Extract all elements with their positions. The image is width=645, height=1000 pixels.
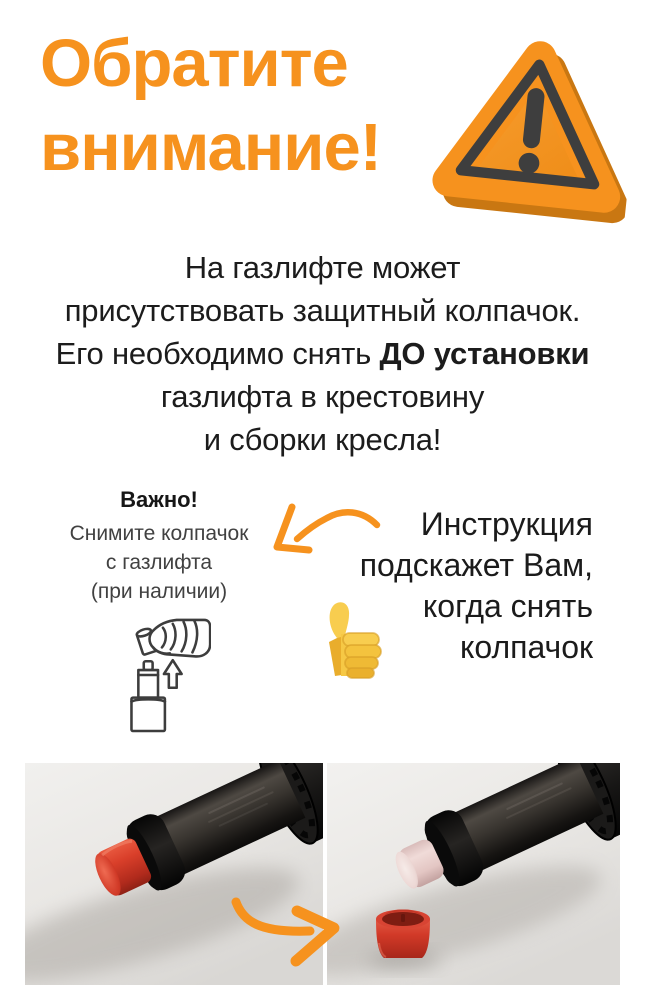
instruction-line: Инструкция [420,506,593,542]
instruction-line: подскажет Вам, [359,547,593,583]
notice-line: и сборки кресла! [203,422,442,457]
notice-text [0,246,645,461]
photo-gas-lift-with-red-cap [25,763,323,985]
instruction-note [360,504,593,668]
photo-gas-lift-cap-removed [327,763,620,985]
important-note-line: (при наличии) [90,580,228,603]
instruction-line: когда снять [422,588,593,624]
important-note-title: Важно! [120,487,198,512]
notice-line3-regular: Его необходимо снять [55,336,380,371]
notice-line3-bold: ДО установки [379,336,590,371]
notice-line: присутствовать защитный колпачок. [64,293,581,328]
page-title [40,22,381,190]
notice-line: газлифта в крестовину [160,379,485,414]
hand-removing-cap-diagram [107,615,211,733]
notice-line: На газлифте может [184,250,461,285]
instruction-line: колпачок [459,629,593,665]
warning-triangle-icon [425,8,644,240]
important-note-line: с газлифта [105,551,213,574]
important-note-line: Снимите колпачок [69,522,249,545]
notice-line [0,332,645,375]
important-note [23,487,295,738]
page-title-line1: Обратите [40,26,348,101]
page-title-line2: внимание! [40,110,382,185]
thumbs-up-icon [315,596,389,680]
